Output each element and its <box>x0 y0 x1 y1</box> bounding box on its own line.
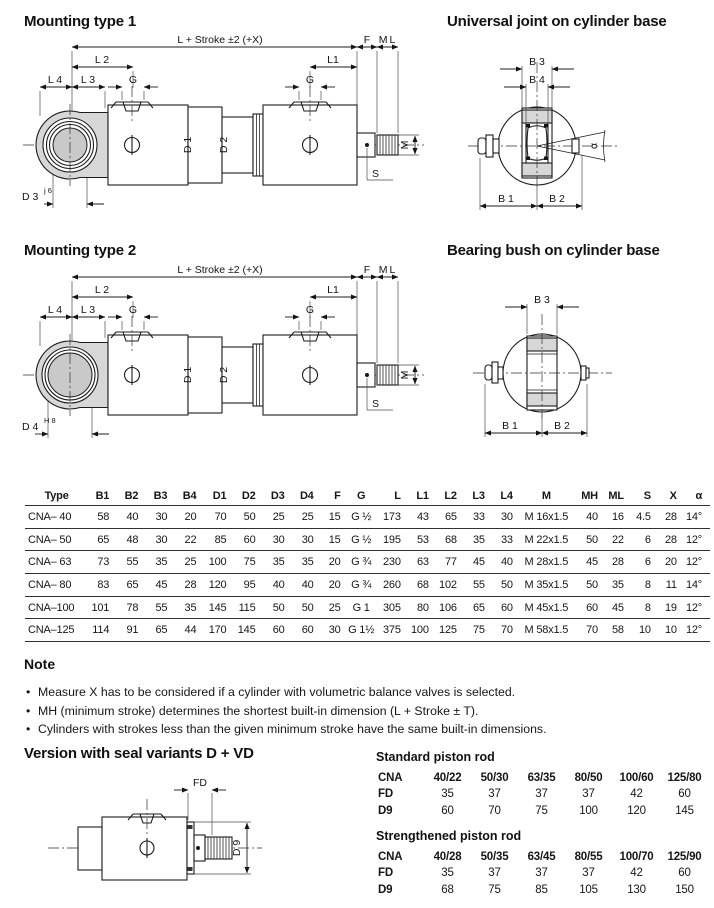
col-header: CNA <box>378 771 403 784</box>
table-cell: 101 <box>85 596 114 619</box>
table-cell-type: CNA– 40 <box>25 506 85 529</box>
table-cell: 120 <box>627 804 646 817</box>
table-cell: 42 <box>630 867 643 880</box>
table-cell-type: CNA– 63 <box>25 551 85 574</box>
col-header: MH <box>575 487 603 506</box>
table-cell: 70 <box>488 804 501 817</box>
table-cell: 50 <box>290 596 319 619</box>
table-cell: 37 <box>582 788 595 801</box>
table-cell: 65 <box>85 528 114 551</box>
extension-lines <box>188 793 251 874</box>
table-cell: 91 <box>114 619 143 642</box>
table-cell: 44 <box>172 619 201 642</box>
table-cell: 20 <box>319 574 346 597</box>
mounting-type-2-drawing <box>20 258 440 458</box>
table-row <box>25 619 710 642</box>
table-cell: 105 <box>579 883 598 896</box>
col-header: X <box>656 487 682 506</box>
table-cell: 48 <box>114 528 143 551</box>
table-cell: 75 <box>488 883 501 896</box>
dim-label-g-right: G <box>305 74 315 86</box>
table-cell: 37 <box>488 788 501 801</box>
table-cell: 28 <box>172 574 201 597</box>
grease-fitting <box>478 135 499 157</box>
col-header: 50/35 <box>480 850 509 863</box>
col-header: M <box>518 487 575 506</box>
col-header: B1 <box>85 487 114 506</box>
dim-label-s: S <box>372 168 380 180</box>
dim-label-total-length: L + Stroke ±2 (+X) <box>177 34 263 46</box>
note-list <box>24 686 624 742</box>
dim-label-fd: FD <box>193 777 207 789</box>
table-cell: 75 <box>231 551 260 574</box>
table-cell-type: CNA–125 <box>25 619 85 642</box>
col-header: ML <box>603 487 629 506</box>
table-cell: 260 <box>377 574 406 597</box>
section-title-mounting-type-2: Mounting type 2 <box>24 242 136 259</box>
table-cell: 45 <box>575 551 603 574</box>
section-title-bearing-bush: Bearing bush on cylinder base <box>447 242 660 259</box>
dim-label-l1: L1 <box>327 54 339 66</box>
table-cell: 114 <box>85 619 114 642</box>
table-cell: 70 <box>575 619 603 642</box>
side-fitting <box>581 366 589 380</box>
table-cell: 100 <box>406 619 434 642</box>
table-cell: 78 <box>114 596 143 619</box>
table-cell: 150 <box>675 883 694 896</box>
table-cell: G 1½ <box>346 619 377 642</box>
col-header: 50/30 <box>480 771 509 784</box>
table-row <box>25 506 710 529</box>
standard-rod-table <box>374 769 708 819</box>
table-cell: 195 <box>377 528 406 551</box>
table-cell: 20 <box>319 551 346 574</box>
col-header: 40/28 <box>433 850 462 863</box>
table-cell: 42 <box>630 788 643 801</box>
col-header: 40/22 <box>433 771 462 784</box>
strengthened-rod-table <box>374 848 708 898</box>
dim-label-d4-tolerance: H 8 <box>44 416 56 425</box>
table-cell: 30 <box>490 506 518 529</box>
table-cell: 35 <box>603 574 629 597</box>
table-cell: 60 <box>678 788 691 801</box>
rod-seal-flange <box>187 822 232 874</box>
dim-label-m: M <box>399 140 411 150</box>
table-cell-type: CNA– 80 <box>25 574 85 597</box>
dim-label-d9: D 9 <box>231 839 243 857</box>
table-cell: 75 <box>535 804 548 817</box>
col-header: Type <box>25 487 85 506</box>
table-cell: G ½ <box>346 506 377 529</box>
table-cell: 14° <box>682 506 710 529</box>
table-cell: M 35x1.5 <box>518 574 575 597</box>
table-cell: M 45x1.5 <box>518 596 575 619</box>
dim-label-l2: L 2 <box>94 54 110 66</box>
mounting-type-1-drawing <box>20 28 440 228</box>
table-cell: 45 <box>603 596 629 619</box>
table-cell: 50 <box>575 528 603 551</box>
table-cell: G ½ <box>346 528 377 551</box>
table-cell: 106 <box>434 596 462 619</box>
table-cell: 22 <box>603 528 629 551</box>
table-cell: 30 <box>143 506 172 529</box>
table-cell: 45 <box>462 551 490 574</box>
col-header: D3 <box>261 487 290 506</box>
table-cell: 8 <box>629 574 656 597</box>
table-cell: 100 <box>201 551 231 574</box>
table-cell: 130 <box>627 883 646 896</box>
table-cell: 50 <box>261 596 290 619</box>
table-cell: 68 <box>406 574 434 597</box>
table-cell: 55 <box>462 574 490 597</box>
table-cell: 102 <box>434 574 462 597</box>
table-cell: 145 <box>231 619 260 642</box>
cylinder-body <box>108 86 357 185</box>
table-cell: 30 <box>143 528 172 551</box>
table-cell: 58 <box>603 619 629 642</box>
table-cell: 35 <box>441 867 454 880</box>
dim-label-g-left: G <box>128 74 138 86</box>
table-cell: 68 <box>441 883 454 896</box>
col-header: 63/45 <box>527 850 556 863</box>
col-header: D4 <box>290 487 319 506</box>
table-cell: 100 <box>579 804 598 817</box>
col-header: 125/80 <box>667 771 702 784</box>
table-cell-label: D9 <box>378 883 393 896</box>
col-header: L2 <box>434 487 462 506</box>
table-cell: 50 <box>575 574 603 597</box>
dim-label-b1: B 1 <box>502 420 518 432</box>
dim-label-b3: B 3 <box>534 294 550 306</box>
table-cell: 60 <box>290 619 319 642</box>
table-cell: 15 <box>319 528 346 551</box>
table-cell: 28 <box>603 551 629 574</box>
table-cell: 15 <box>319 506 346 529</box>
dim-label-l3: L 3 <box>80 304 96 316</box>
dim-label-l2: L 2 <box>94 284 110 296</box>
dim-label-d1: D 1 <box>182 366 194 384</box>
col-header: 80/55 <box>574 850 603 863</box>
dim-label-d1: D 1 <box>182 136 194 154</box>
col-header: 63/35 <box>527 771 556 784</box>
table-cell-label: FD <box>378 788 393 801</box>
table-cell: 11 <box>656 574 682 597</box>
table-cell: 37 <box>535 788 548 801</box>
col-header: G <box>346 487 377 506</box>
table-cell: 40 <box>261 574 290 597</box>
dim-label-d2: D 2 <box>218 366 230 384</box>
table-cell: 40 <box>114 506 143 529</box>
col-header: L <box>377 487 406 506</box>
table-cell: 37 <box>582 867 595 880</box>
table-row <box>374 865 708 882</box>
table-cell: G ¾ <box>346 574 377 597</box>
col-header: B3 <box>143 487 172 506</box>
table-cell: 305 <box>377 596 406 619</box>
table-row <box>25 528 710 551</box>
table-header-row <box>374 769 708 786</box>
table-cell: 25 <box>290 506 319 529</box>
table-cell: 145 <box>201 596 231 619</box>
table-cell: 20 <box>172 506 201 529</box>
table-row <box>374 882 708 899</box>
table-cell: 50 <box>490 574 518 597</box>
dim-label-d3-tolerance: j 6 <box>44 186 52 195</box>
table-cell: G 1 <box>346 596 377 619</box>
table-cell: 35 <box>441 788 454 801</box>
strengthened-rod-title: Strengthened piston rod <box>376 829 522 843</box>
table-row <box>25 551 710 574</box>
col-header: B2 <box>114 487 143 506</box>
col-header: S <box>629 487 656 506</box>
table-cell: 28 <box>656 528 682 551</box>
dim-label-s: S <box>372 398 380 410</box>
section-title-universal-joint: Universal joint on cylinder base <box>447 13 667 30</box>
table-cell: 8 <box>629 596 656 619</box>
table-cell: M 28x1.5 <box>518 551 575 574</box>
table-cell: 25 <box>319 596 346 619</box>
table-cell-label: D9 <box>378 804 393 817</box>
col-header: F <box>319 487 346 506</box>
table-cell: 14° <box>682 574 710 597</box>
table-cell-type: CNA– 50 <box>25 528 85 551</box>
table-cell: 35 <box>172 596 201 619</box>
col-header: B4 <box>172 487 201 506</box>
table-cell: 58 <box>85 506 114 529</box>
dim-label-l4: L 4 <box>47 304 63 316</box>
grease-fitting <box>485 362 503 383</box>
table-cell: 35 <box>462 528 490 551</box>
table-cell: 60 <box>261 619 290 642</box>
col-header: 80/50 <box>574 771 603 784</box>
dim-label-g-left: G <box>128 304 138 316</box>
table-cell: 28 <box>656 506 682 529</box>
dim-label-ml: ML <box>378 34 398 46</box>
table-row <box>374 786 708 803</box>
table-cell: 35 <box>290 551 319 574</box>
table-cell: 16 <box>603 506 629 529</box>
col-header: CNA <box>378 850 403 863</box>
dim-label-ml: ML <box>378 264 398 276</box>
table-row <box>374 803 708 820</box>
table-cell: 45 <box>143 574 172 597</box>
table-cell: 65 <box>114 574 143 597</box>
note-bullet: • MH (minimum stroke) determines the shortest built-in dimension (L + Stroke ± T). <box>24 705 624 718</box>
table-cell: 12° <box>682 619 710 642</box>
table-row <box>25 596 710 619</box>
col-header: L4 <box>490 487 518 506</box>
table-cell: 75 <box>462 619 490 642</box>
table-cell: 173 <box>377 506 406 529</box>
main-dimension-table <box>25 487 710 642</box>
table-cell: 60 <box>441 804 454 817</box>
cylinder-head <box>78 799 187 880</box>
dim-label-f: F <box>363 34 371 46</box>
dim-label-d2: D 2 <box>218 136 230 154</box>
dim-label-b2: B 2 <box>554 420 570 432</box>
table-cell: 60 <box>575 596 603 619</box>
table-cell: 95 <box>231 574 260 597</box>
dim-label-d3: D 3 <box>22 191 39 203</box>
seal-variant-drawing <box>40 772 270 892</box>
table-cell: 33 <box>490 528 518 551</box>
table-cell: 68 <box>434 528 462 551</box>
table-cell: 20 <box>656 551 682 574</box>
table-cell: 25 <box>261 506 290 529</box>
table-cell: 12° <box>682 528 710 551</box>
table-cell: 55 <box>114 551 143 574</box>
dim-label-b4: B 4 <box>529 74 545 86</box>
table-cell: 40 <box>290 574 319 597</box>
table-cell: 22 <box>172 528 201 551</box>
col-header: L1 <box>406 487 434 506</box>
dim-label-b3: B 3 <box>529 56 545 68</box>
section-title-mounting-type-1: Mounting type 1 <box>24 13 136 30</box>
table-cell: 85 <box>201 528 231 551</box>
table-cell: 55 <box>143 596 172 619</box>
col-header: 100/60 <box>619 771 654 784</box>
table-cell: 70 <box>201 506 231 529</box>
table-cell: 85 <box>535 883 548 896</box>
table-cell: 60 <box>231 528 260 551</box>
table-cell: 12° <box>682 551 710 574</box>
table-cell: 170 <box>201 619 231 642</box>
dim-label-l3: L 3 <box>80 74 96 86</box>
dim-label-g-right: G <box>305 304 315 316</box>
table-cell: 145 <box>675 804 694 817</box>
table-header-row <box>25 487 710 506</box>
dim-label-l1: L1 <box>327 284 339 296</box>
cylinder-base-eye <box>36 334 108 416</box>
table-cell: 35 <box>143 551 172 574</box>
table-cell: 60 <box>490 596 518 619</box>
table-cell: 35 <box>261 551 290 574</box>
standard-rod-section <box>374 750 708 819</box>
table-cell: 53 <box>406 528 434 551</box>
table-cell-label: FD <box>378 867 393 880</box>
table-cell: 10 <box>656 619 682 642</box>
table-cell: 30 <box>319 619 346 642</box>
table-cell: G ¾ <box>346 551 377 574</box>
table-cell: 25 <box>172 551 201 574</box>
universal-joint-drawing <box>440 28 714 228</box>
section-title-seal-variants: Version with seal variants D + VD <box>24 745 254 762</box>
table-cell: 77 <box>434 551 462 574</box>
col-header: D1 <box>201 487 231 506</box>
table-cell: 50 <box>231 506 260 529</box>
note-title: Note <box>24 656 56 672</box>
col-header: D2 <box>231 487 260 506</box>
dim-label-d4: D 4 <box>22 421 39 433</box>
table-cell: 65 <box>143 619 172 642</box>
dim-label-m: M <box>399 370 411 380</box>
table-cell: 30 <box>290 528 319 551</box>
col-header: α <box>682 487 710 506</box>
table-cell: 83 <box>85 574 114 597</box>
table-cell: M 22x1.5 <box>518 528 575 551</box>
table-cell: 375 <box>377 619 406 642</box>
table-cell: 115 <box>231 596 260 619</box>
table-cell: 43 <box>406 506 434 529</box>
dim-label-b1: B 1 <box>498 193 514 205</box>
cylinder-body <box>108 316 357 415</box>
col-header: L3 <box>462 487 490 506</box>
cylinder-base-eye <box>36 104 108 186</box>
note-bullet: • Cylinders with strokes less than the given minimum stroke have the same built-in dimensions. <box>24 723 624 736</box>
bearing-bush-drawing <box>440 258 714 458</box>
table-cell: 63 <box>406 551 434 574</box>
table-cell: 125 <box>434 619 462 642</box>
dim-label-l4: L 4 <box>47 74 63 86</box>
dim-label-total-length: L + Stroke ±2 (+X) <box>177 264 263 276</box>
dim-label-b2: B 2 <box>549 193 565 205</box>
table-cell: 4.5 <box>629 506 656 529</box>
table-cell: 40 <box>575 506 603 529</box>
dim-label-alpha: α <box>588 142 600 150</box>
col-header: 100/70 <box>619 850 654 863</box>
table-cell: 37 <box>535 867 548 880</box>
dim-label-f: F <box>363 264 371 276</box>
table-cell: 230 <box>377 551 406 574</box>
table-cell: 37 <box>488 867 501 880</box>
strengthened-rod-section <box>374 829 708 898</box>
table-cell: 80 <box>406 596 434 619</box>
table-cell: 30 <box>261 528 290 551</box>
table-cell: 6 <box>629 551 656 574</box>
table-cell: 73 <box>85 551 114 574</box>
table-cell: 70 <box>490 619 518 642</box>
table-cell: 19 <box>656 596 682 619</box>
table-cell: 65 <box>462 596 490 619</box>
table-cell-type: CNA–100 <box>25 596 85 619</box>
table-cell: 60 <box>678 867 691 880</box>
standard-rod-title: Standard piston rod <box>376 750 495 764</box>
table-cell: 120 <box>201 574 231 597</box>
table-cell: 65 <box>434 506 462 529</box>
table-cell: 33 <box>462 506 490 529</box>
note-bullet: • Measure X has to be considered if a cylinder with volumetric balance valves is selected. <box>24 686 624 699</box>
table-cell: M 58x1.5 <box>518 619 575 642</box>
table-row <box>25 574 710 597</box>
table-cell: 6 <box>629 528 656 551</box>
table-cell: M 16x1.5 <box>518 506 575 529</box>
table-cell: 10 <box>629 619 656 642</box>
table-cell: 40 <box>490 551 518 574</box>
table-cell: 12° <box>682 596 710 619</box>
table-header-row <box>374 848 708 865</box>
col-header: 125/90 <box>667 850 702 863</box>
